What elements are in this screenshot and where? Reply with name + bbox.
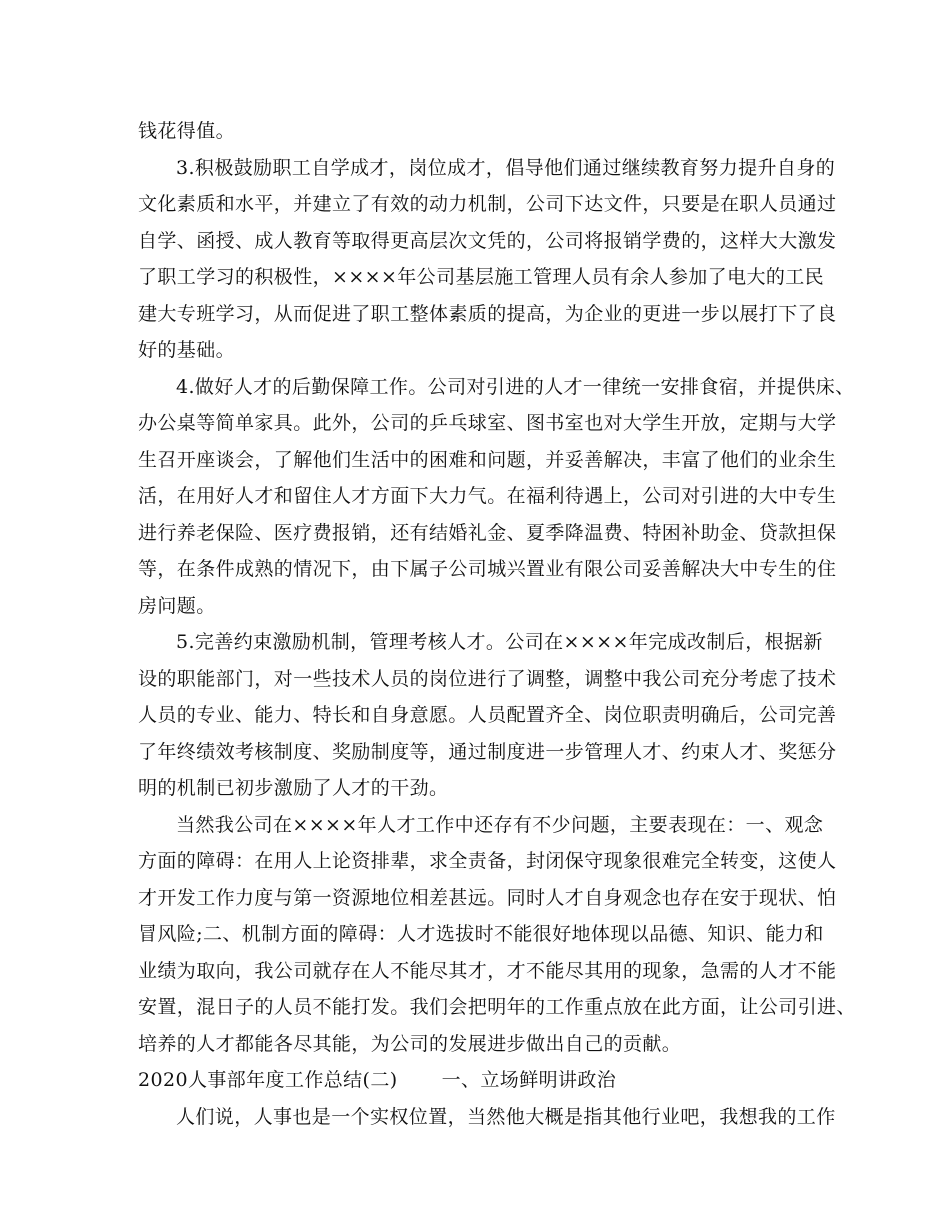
final-paragraph-line: 人们说，人事也是一个实权位置，当然他大概是指其他行业吧，我想我的工作 xyxy=(176,1105,836,1128)
text-line: 好的基础。 xyxy=(138,339,236,361)
text-line: 文化素质和水平，并建立了有效的动力机制，公司下达文件，只要是在职人员通过 xyxy=(138,193,837,215)
text-line: 等，在条件成熟的情况下，由下属子公司城兴置业有限公司妥善解决大中专生的住 xyxy=(138,558,837,580)
text-line: 生召开座谈会，了解他们生活中的困难和问题，并妥善解决，丰富了他们的业余生 xyxy=(138,448,837,471)
text-line: 4.做好人才的后勤保障工作。公司对引进的人才一律统一安排食宿，并提供床、 xyxy=(176,375,855,398)
heading-subtitle: 一、立场鲜明讲政治 xyxy=(441,1069,617,1091)
text-line: 了职工学习的积极性，××××年公司基层施工管理人员有余人参加了电大的工民 xyxy=(138,266,825,288)
text-line: 5.完善约束激励机制，管理考核人才。公司在××××年完成改制后，根据新 xyxy=(176,631,823,653)
document-page xyxy=(138,113,856,1135)
text-line: 建大专班学习，从而促进了职工整体素质的提高，为企业的更进一步以展打下了良 xyxy=(138,302,837,325)
text-line: 明的机制已初步激励了人才的干劲。 xyxy=(138,777,449,799)
body-text xyxy=(138,113,856,1062)
text-line: 当然我公司在××××年人才工作中还存有不少问题，主要表现在：一、观念 xyxy=(176,813,824,836)
text-line: 设的职能部门，对一些技术人员的岗位进行了调整，调整中我公司充分考虑了技术 xyxy=(138,667,837,690)
text-line: 进行养老保险、医疗费报销，还有结婚礼金、夏季降温费、特困补助金、贷款担保 xyxy=(138,521,837,544)
text-line: 培养的人才都能各尽其能，为公司的发展进步做出自己的贡献。 xyxy=(138,1032,682,1055)
text-line: 才开发工作力度与第一资源地位相差甚远。同时人才自身观念也存在安于现状、怕 xyxy=(138,886,837,909)
text-line: 钱花得值。 xyxy=(138,120,236,142)
text-line: 业绩为取向，我公司就存在人不能尽其才，才不能尽其用的现象，急需的人才不能 xyxy=(138,959,837,982)
text-line: 人员的专业、能力、特长和自身意愿。人员配置齐全、岗位职责明确后，公司完善 xyxy=(138,704,837,726)
text-line: 方面的障碍：在用人上论资排辈，求全责备，封闭保守现象很难完全转变，这使人 xyxy=(138,850,837,872)
text-line: 活，在用好人才和留住人才方面下大力气。在福利待遇上，公司对引进的大中专生 xyxy=(138,485,837,507)
text-line: 3.积极鼓励职工自学成才，岗位成才，倡导他们通过继续教育努力提升自身的 xyxy=(176,156,836,179)
text-line: 办公桌等简单家具。此外，公司的乒乓球室、图书室也对大学生开放，定期与大学 xyxy=(138,412,837,434)
heading-title: 2020人事部年度工作总结(二) xyxy=(138,1069,398,1091)
text-line: 安置，混日子的人员不能打发。我们会把明年的工作重点放在此方面，让公司引进、 xyxy=(138,996,856,1018)
text-line: 自学、函授、成人教育等取得更高层次文凭的，公司将报销学费的，这样大大激发 xyxy=(138,229,837,252)
text-line: 了年终绩效考核制度、奖励制度等，通过制度进一步管理人才、约束人才、奖惩分 xyxy=(138,740,837,763)
section-heading xyxy=(138,1062,818,1099)
text-line: 冒风险;二、机制方面的障碍：人才选拔时不能很好地体现以品德、知识、能力和 xyxy=(138,923,824,945)
text-line: 房问题。 xyxy=(138,594,216,617)
